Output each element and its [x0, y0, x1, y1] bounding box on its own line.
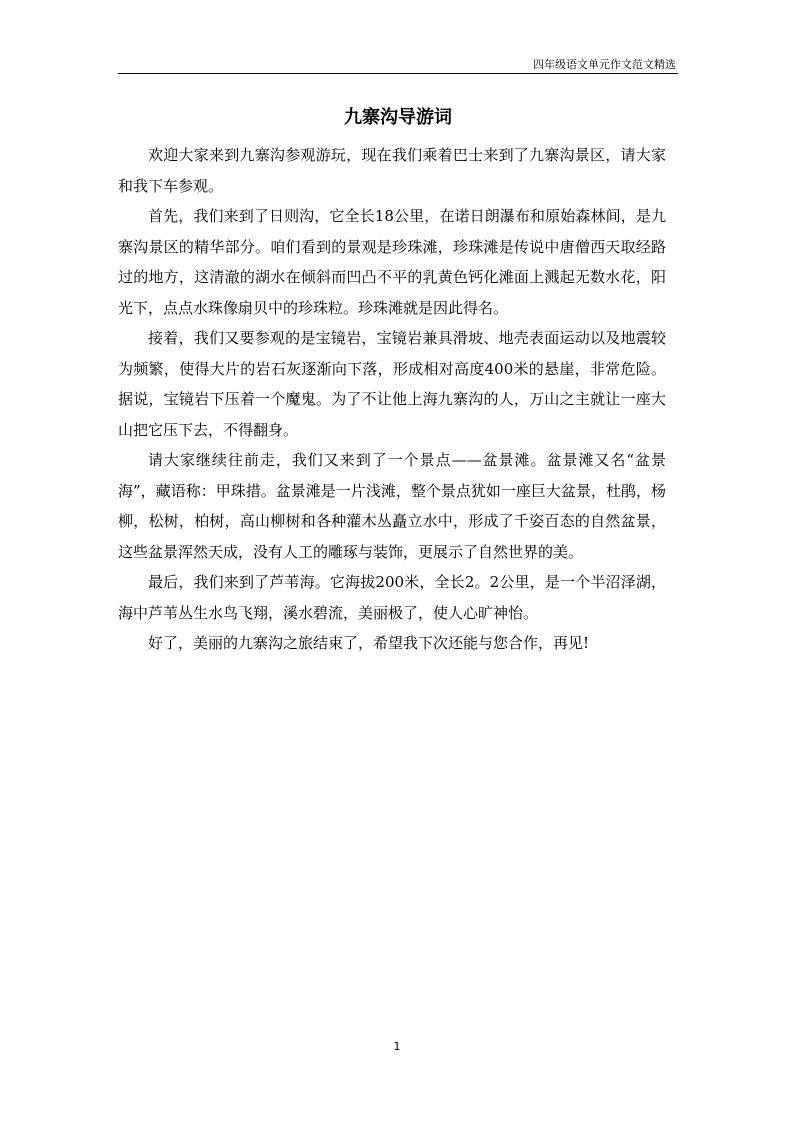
page-header: 四年级语文单元作文范文精选 [118, 58, 678, 74]
document-body [118, 140, 666, 659]
page-number: 1 [393, 1040, 401, 1053]
paragraph-intro: 欢迎大家来到九寨沟参观游玩，现在我们乘着巴士来到了九寨沟景区，请大家和我下车参观。 [118, 146, 666, 195]
paragraph-baojingyan: 接着，我们又要参观的是宝镜岩，宝镜岩兼具滑坡、地壳表面运动以及地震较为频繁，使得大片的岩石灰逐渐向下落，形成相对高度400米的悬崖，非常危险。据说，宝镜岩下压着一个魔鬼。为了不让他上海九寨沟的人，万山之主就让一座大山把它压下去，不得翻身。 [118, 329, 666, 439]
paragraph-penjingtan: 请大家继续往前走，我们又来到了一个景点——盆景滩。盆景滩又名“盆景海”，藏语称：甲珠措。盆景滩是一片浅滩，整个景点犹如一座巨大盆景，杜鹃，杨柳，松树，柏树，高山柳树和各种灌木丛矗立水中，形成了千姿百态的自然盆景，这些盆景浑然天成，没有人工的雕琢与装饰，更展示了自然世界的美。 [118, 451, 666, 561]
paragraph-luweihai: 最后，我们来到了芦苇海。它海拔200米，全长2。2公里，是一个半沼泽湖，海中芦苇丛生水鸟飞翔，溪水碧流，美丽极了，使人心旷神怡。 [118, 573, 666, 622]
document-title: 九寨沟导游词 [344, 107, 452, 128]
paragraph-rizegou: 首先，我们来到了日则沟，它全长18公里，在诺日朗瀑布和原始森林间，是九寨沟景区的精华部分。咱们看到的景观是珍珠滩，珍珠滩是传说中唐僧西天取经路过的地方，这清澈的湖水在倾斜而凹凸不平的乳黄色钙化滩面上溅起无数水花，阳光下，点点水珠像扇贝中的珍珠粒。珍珠滩就是因此得名。 [118, 207, 666, 317]
paragraph-closing: 好了，美丽的九寨沟之旅结束了，希望我下次还能与您合作，再见! [148, 634, 590, 652]
